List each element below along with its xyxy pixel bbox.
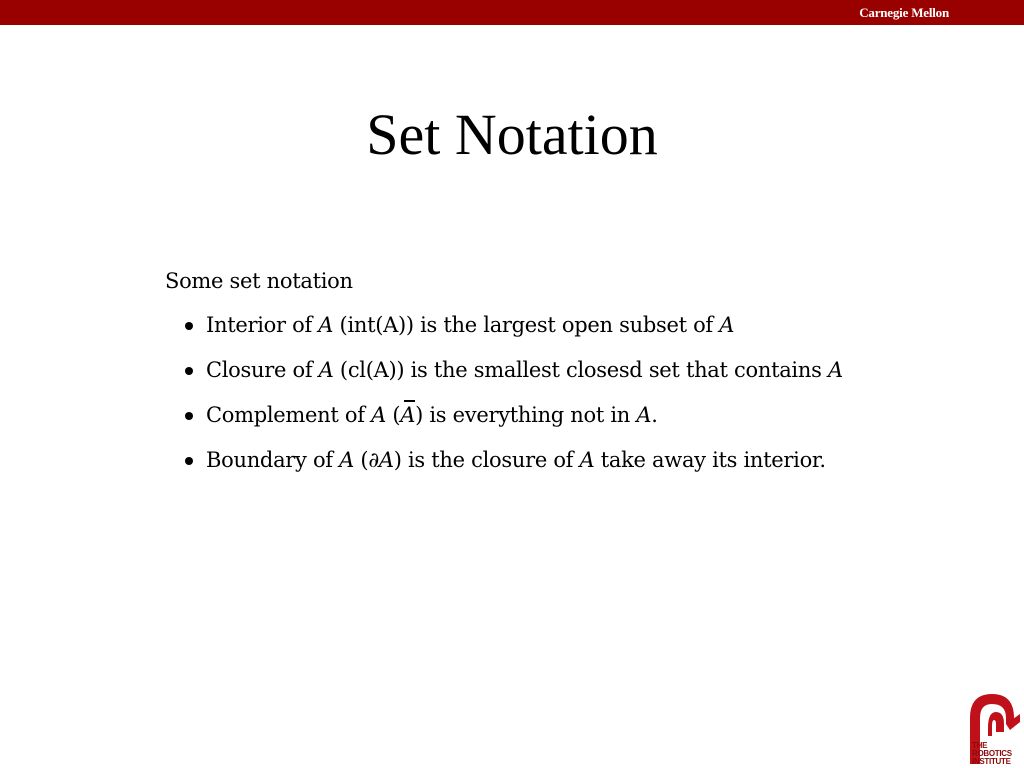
- bullet-text: ) is the closure of: [393, 448, 580, 472]
- math-symbol: A: [827, 358, 843, 382]
- bullet-text: (int(A)) is the largest open subset of: [333, 313, 720, 337]
- bullet-text: (cl(A)) is the smallest closesd set that contains: [333, 358, 828, 382]
- bullet-text: (: [385, 403, 401, 427]
- math-symbol: A: [378, 448, 394, 472]
- bullet-icon: [185, 412, 193, 420]
- math-symbol: A: [719, 313, 735, 337]
- math-symbol: A: [318, 313, 334, 337]
- bullet-text: take away its interior.: [594, 448, 826, 472]
- slide-content: [165, 265, 925, 491]
- brand-wordmark: Carnegie Mellon: [859, 5, 949, 20]
- bullet-boundary: [185, 446, 925, 491]
- bullet-text: .: [651, 403, 658, 427]
- bullet-icon: [185, 367, 193, 375]
- logo-line: ROBOTICS: [972, 749, 1012, 758]
- slide-title: Set Notation: [366, 102, 658, 167]
- bullet-icon: [185, 457, 193, 465]
- bullet-interior: [185, 311, 925, 356]
- bullet-text: Closure of: [206, 358, 319, 382]
- math-symbol-bar: A: [400, 403, 416, 427]
- bullet-text: ) is everything not in: [415, 403, 637, 427]
- math-symbol: A: [579, 448, 595, 472]
- bullet-text: Interior of: [206, 313, 319, 337]
- math-symbol: A: [636, 403, 652, 427]
- header-bar: [0, 0, 1024, 25]
- bullet-closure: [185, 356, 925, 401]
- intro-text: Some set notation: [165, 269, 353, 293]
- math-symbol: A: [318, 358, 334, 382]
- bullet-list: [165, 311, 925, 491]
- math-symbol: A: [371, 403, 386, 427]
- bullet-complement: [185, 401, 925, 446]
- bullet-text: (∂: [354, 448, 379, 472]
- logo-line: INSTITUTE: [972, 757, 1011, 766]
- logo-line: THE: [972, 741, 988, 750]
- bullet-icon: [185, 322, 193, 330]
- math-symbol: A: [339, 448, 355, 472]
- bullet-text: Boundary of: [206, 448, 340, 472]
- bullet-text: Complement of: [206, 403, 372, 427]
- logo-text: [972, 742, 1020, 766]
